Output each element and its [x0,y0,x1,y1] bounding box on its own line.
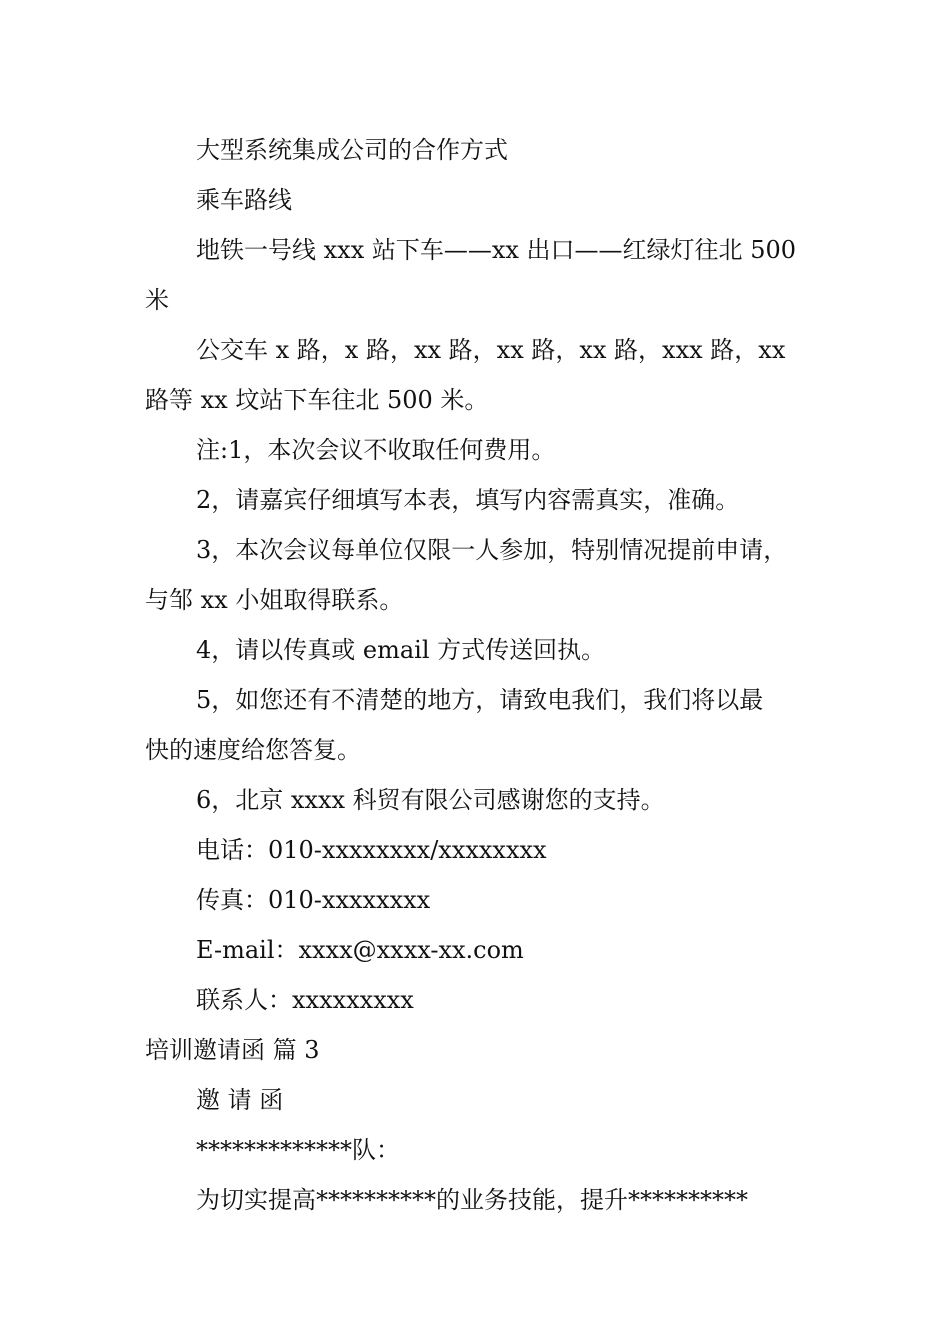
note-item: 3，本次会议每单位仅限一人参加，特别情况提前申请， [196,536,788,564]
letter-salutation: *************队： [196,1136,400,1164]
contact-person: 联系人：xxxxxxxxx [196,986,414,1014]
note-item: 4，请以传真或 email 方式传送回执。 [196,636,606,664]
note-item: 2，请嘉宾仔细填写本表，填写内容需真实，准确。 [196,486,740,514]
paragraph-line: 公交车 x 路，x 路，xx 路，xx 路，xx 路，xxx 路，xx [196,336,786,364]
note-item: 注:1，本次会议不收取任何费用。 [196,436,556,464]
section-heading-route: 乘车路线 [196,186,292,214]
paragraph-line: 路等 xx 坟站下车往北 500 米。 [145,386,489,414]
letter-title: 邀 请 函 [196,1086,284,1114]
contact-phone: 电话：010-xxxxxxxx/xxxxxxxx [196,836,547,864]
note-item: 5，如您还有不清楚的地方，请致电我们，我们将以最 [196,686,764,714]
note-item-continuation: 快的速度给您答复。 [145,736,361,764]
note-item: 6，北京 xxxx 科贸有限公司感谢您的支持。 [196,786,665,814]
paragraph-line: 米 [145,286,169,314]
article-heading: 培训邀请函 篇 3 [145,1036,320,1064]
note-item-continuation: 与邹 xx 小姐取得联系。 [145,586,404,614]
contact-email: E-mail：xxxx@xxxx-xx.com [196,936,524,964]
contact-fax: 传真：010-xxxxxxxx [196,886,431,914]
paragraph-line: 为切实提高**********的业务技能，提升********** [196,1186,748,1214]
paragraph-line: 大型系统集成公司的合作方式 [196,136,508,164]
paragraph-line: 地铁一号线 xxx 站下车——xx 出口——红绿灯往北 500 [196,236,796,264]
